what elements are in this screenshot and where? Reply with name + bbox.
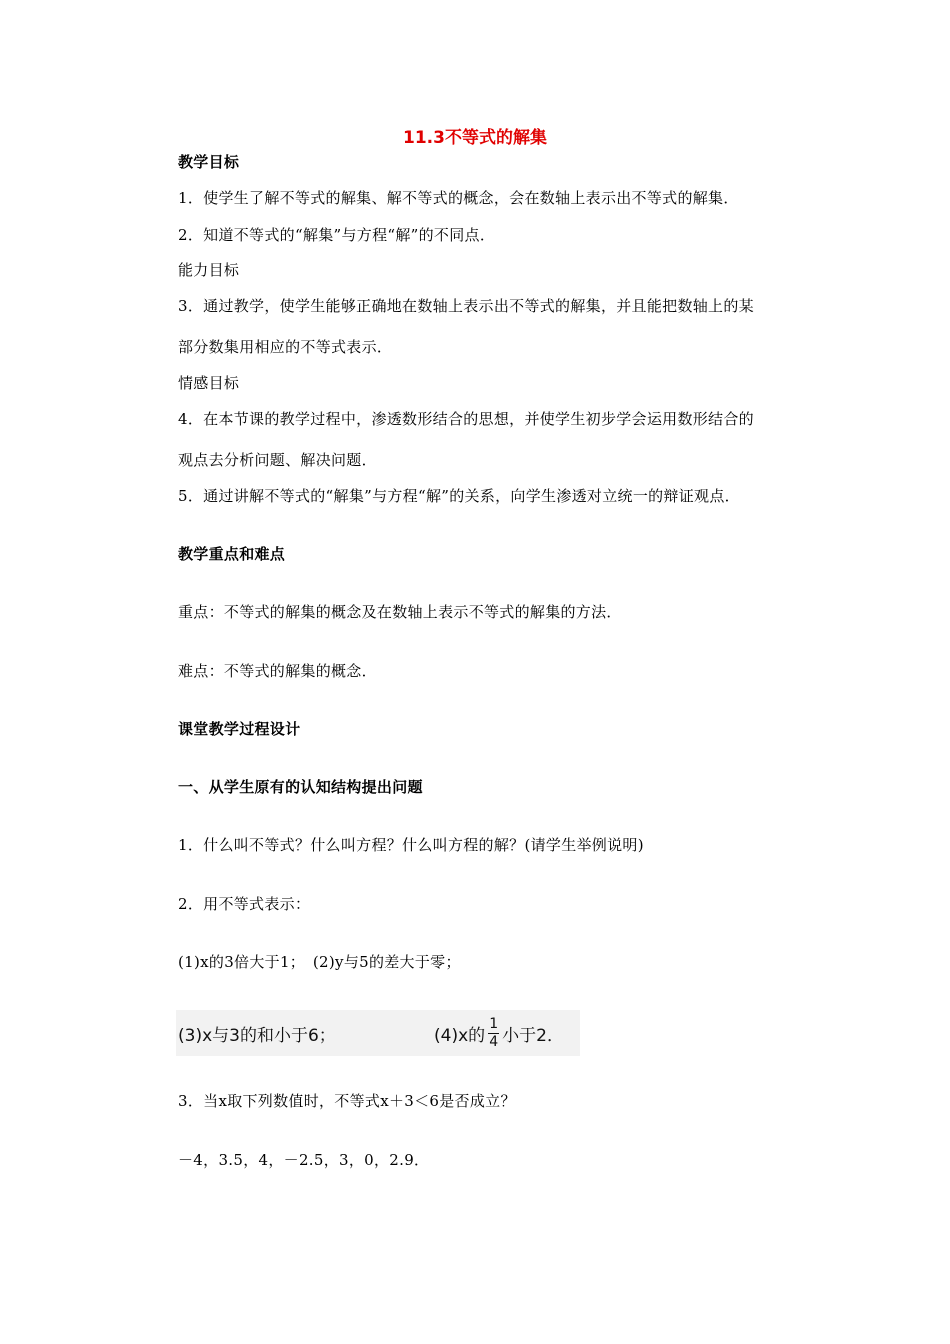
paragraph-goal-4-line-1: 4．在本节课的教学过程中，渗透数形结合的思想，并使学生初步学会运用数形结合的 (178, 410, 754, 428)
subheading-emotion-goals: 情感目标 (178, 374, 240, 392)
question-3-values: －4，3.5，4，－2.5，3，0，2.9． (178, 1151, 430, 1169)
item-4-suffix: 小于2． (502, 1025, 564, 1046)
question-2: 2．用不等式表示： (178, 895, 311, 913)
paragraph-goal-3-line-2: 部分数集用相应的不等式表示． (178, 338, 393, 356)
fraction-one-quarter (488, 1017, 499, 1050)
paragraph-goal-1: 1．使学生了解不等式的解集、解不等式的概念，会在数轴上表示出不等式的解集． (178, 189, 739, 207)
item-4 (434, 1010, 564, 1056)
section-heading-process-design: 课堂教学过程设计 (178, 720, 301, 738)
section-heading-teaching-goals: 教学目标 (178, 153, 240, 171)
question-2-items-1-2: (1)x的3倍大于1； (2)y与5的差大于零； (178, 953, 461, 971)
fraction-denominator: 4 (489, 1033, 499, 1050)
question-1: 1．什么叫不等式？什么叫方程？什么叫方程的解？(请学生举例说明) (178, 836, 644, 854)
section-heading-key-points: 教学重点和难点 (178, 545, 286, 563)
paragraph-goal-3-line-1: 3．通过教学，使学生能够正确地在数轴上表示出不等式的解集，并且能把数轴上的某 (178, 297, 754, 315)
paragraph-goal-4-line-2: 观点去分析问题、解决问题． (178, 451, 377, 469)
question-2-items-3-4-image (176, 1010, 580, 1056)
paragraph-key-point: 重点：不等式的解集的概念及在数轴上表示不等式的解集的方法． (178, 603, 622, 621)
item-3: (3)x与3的和小于6； (178, 1025, 336, 1046)
question-3: 3．当x取下列数值时，不等式x＋3＜6是否成立？ (178, 1092, 516, 1110)
paragraph-goal-2: 2．知道不等式的“解集”与方程“解”的不同点． (178, 226, 496, 244)
item-4-prefix: (4)x的 (434, 1025, 486, 1046)
fraction-numerator: 1 (489, 1015, 499, 1032)
page-title: 11.3不等式的解集 (403, 128, 547, 148)
paragraph-difficult-point: 难点：不等式的解集的概念． (178, 662, 377, 680)
section-heading-part-1: 一、从学生原有的认知结构提出问题 (178, 778, 423, 796)
subheading-ability-goals: 能力目标 (178, 261, 240, 279)
paragraph-goal-5: 5．通过讲解不等式的“解集”与方程“解”的关系，向学生渗透对立统一的辩证观点． (178, 487, 740, 505)
